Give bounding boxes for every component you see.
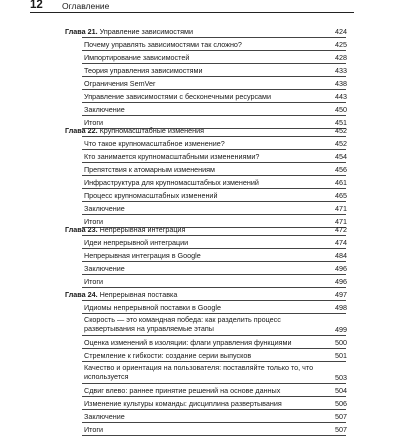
divider — [82, 261, 346, 262]
running-header-title: Оглавление — [62, 1, 110, 11]
divider — [82, 37, 346, 38]
entry-page-number: 461 — [335, 178, 347, 187]
entry-page-number: 471 — [335, 217, 347, 226]
entry-page-number: 438 — [335, 79, 347, 88]
entry-page-number: 501 — [335, 351, 347, 360]
divider — [82, 348, 346, 349]
entry-page-number: 500 — [335, 338, 347, 347]
chapter-name: Крупномасштабные изменения — [99, 126, 204, 135]
entry-title: Почему управлять зависимостями так сложно? — [84, 40, 242, 49]
entry-page-number: 506 — [335, 399, 347, 408]
divider — [82, 149, 346, 150]
entry-page-number: 474 — [335, 238, 347, 247]
entry-page-number: 496 — [335, 277, 347, 286]
entry-page-number: 465 — [335, 191, 347, 200]
divider — [82, 422, 346, 423]
entry-title: Кто занимается крупномасштабными изменениями? — [84, 152, 260, 161]
entry-title: Итоги — [84, 217, 104, 226]
entry-page-number: 443 — [335, 92, 347, 101]
chapter-name: Непрерывная интеграция — [99, 225, 186, 234]
entry-title: Импортирование зависимостей — [84, 53, 190, 62]
entry-title: Заключение — [84, 105, 125, 114]
chapter-number: Глава 21. — [65, 27, 98, 36]
entry-page-number: 451 — [335, 118, 347, 127]
divider — [82, 287, 346, 288]
entry-title: Теория управления зависимостями — [84, 66, 203, 75]
chapter-name: Управление зависимостями — [99, 27, 193, 36]
divider — [82, 313, 346, 314]
divider — [82, 361, 346, 362]
entry-page-number: 484 — [335, 251, 347, 260]
entry-page-number: 433 — [335, 66, 347, 75]
entry-title: Стремление к гибкости: создание серии выпусков — [84, 351, 252, 360]
entry-page-number: 454 — [335, 152, 347, 161]
entry-title: Заключение — [84, 412, 125, 421]
chapter-page-number: 472 — [335, 225, 347, 234]
entry-title: Что такое крупномасштабное изменение? — [84, 139, 225, 148]
divider — [82, 136, 346, 137]
header-divider — [30, 12, 354, 13]
entry-page-number: 498 — [335, 303, 347, 312]
divider — [82, 409, 346, 410]
entry-page-number: 507 — [335, 425, 347, 434]
chapter-page-number: 497 — [335, 290, 347, 299]
divider — [82, 89, 346, 90]
entry-page-number: 456 — [335, 165, 347, 174]
entry-page-number: 428 — [335, 53, 347, 62]
divider — [82, 102, 346, 103]
entry-title: Идиомы непрерывной поставки в Google — [84, 303, 221, 312]
entry-title: Оценка изменений в изоляции: флаги управления функциями — [84, 338, 292, 347]
entry-page-number: 507 — [335, 412, 347, 421]
divider — [82, 235, 346, 236]
entry-page-number: 496 — [335, 264, 347, 273]
entry-title: Сдвиг влево: раннее принятие решений на основе данных — [84, 386, 281, 395]
entry-title: Заключение — [84, 204, 125, 213]
entry-title: Идеи непрерывной интеграции — [84, 238, 189, 247]
divider — [82, 63, 346, 64]
divider — [82, 335, 346, 336]
entry-page-number: 425 — [335, 40, 347, 49]
divider — [82, 248, 346, 249]
entry-page-number: 503 — [335, 373, 347, 382]
entry-title: Процесс крупномасштабных изменений — [84, 191, 218, 200]
entry-title: Итоги — [84, 425, 104, 434]
divider — [82, 76, 346, 77]
divider — [82, 162, 346, 163]
divider — [82, 50, 346, 51]
chapter-number: Глава 23. — [65, 225, 98, 234]
chapter-page-number: 452 — [335, 126, 347, 135]
entry-title: Непрерывная интеграция в Google — [84, 251, 201, 260]
entry-page-number: 452 — [335, 139, 347, 148]
entry-title: Изменение культуры команды: дисциплина развертывания — [84, 399, 282, 408]
entry-title: Инфраструктура для крупномасштабных изменений — [84, 178, 259, 187]
toc-entry[interactable] — [84, 363, 347, 383]
toc-entry[interactable] — [84, 315, 347, 335]
chapter-page-number: 424 — [335, 27, 347, 36]
divider — [82, 115, 346, 116]
divider — [82, 175, 346, 176]
divider — [82, 383, 346, 384]
entry-title: Качество и ориентация на пользователя: поставляйте только то, что используется — [84, 363, 314, 381]
divider — [82, 188, 346, 189]
entry-title: Итоги — [84, 277, 104, 286]
page-number: 12 — [30, 0, 43, 11]
entry-page-number: 450 — [335, 105, 347, 114]
entry-title: Ограничения SemVer — [84, 79, 156, 88]
divider — [82, 396, 346, 397]
chapter-number: Глава 24. — [65, 290, 98, 299]
divider — [82, 300, 346, 301]
entry-page-number: 471 — [335, 204, 347, 213]
entry-page-number: 499 — [335, 325, 347, 334]
entry-title: Скорость — это командная победа: как разделить процесс развертывания на управляемые этапы — [84, 315, 281, 333]
entry-title: Заключение — [84, 264, 125, 273]
page-header — [0, 0, 420, 12]
divider — [82, 214, 346, 215]
entry-page-number: 504 — [335, 386, 347, 395]
divider — [82, 201, 346, 202]
entry-title: Итоги — [84, 118, 104, 127]
entry-title: Управление зависимостями с бесконечными ресурсами — [84, 92, 272, 101]
entry-title: Препятствия к атомарным изменениям — [84, 165, 215, 174]
chapter-name: Непрерывная поставка — [99, 290, 178, 299]
divider — [82, 274, 346, 275]
chapter-number: Глава 22. — [65, 126, 98, 135]
